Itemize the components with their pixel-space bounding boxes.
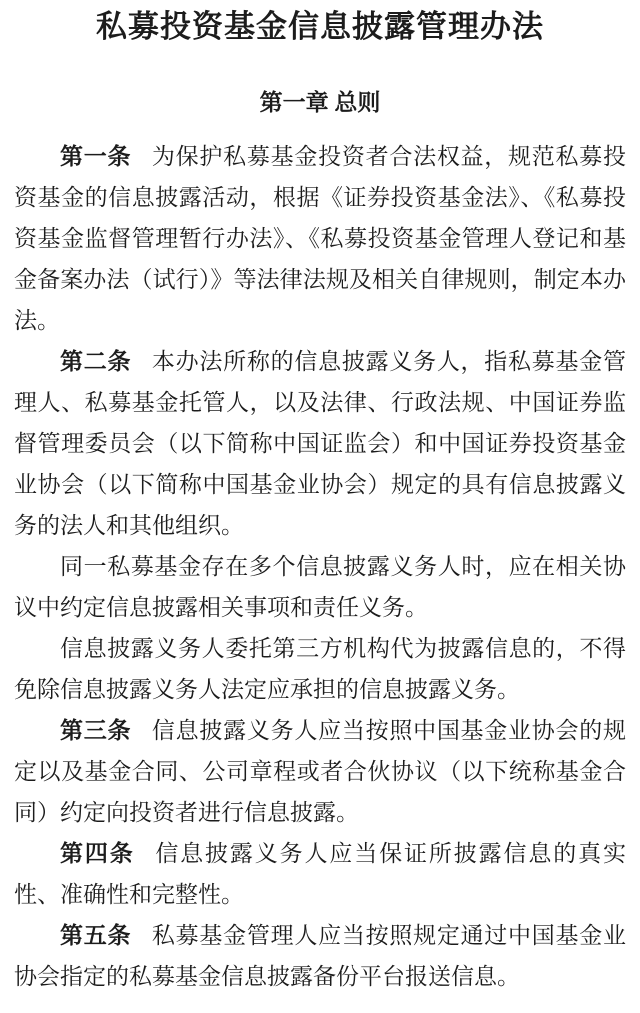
article-text: 为保护私募基金投资者合法权益，规范私募投资基金的信息披露活动，根据《证券投资基金法》、《私募投资基金监督管理暂行办法》、《私募投资基金管理人登记和基金备案办法（试行）》等法律法规及相关自律规则，制定本办法。 <box>14 144 627 333</box>
chapter-heading: 第一章 总则 <box>259 90 381 115</box>
article-number: 第四条 <box>60 841 135 866</box>
article-paragraph <box>14 833 626 915</box>
article-paragraph <box>14 915 626 997</box>
article-text: 私募基金管理人应当按照规定通过中国基金业协会指定的私募基金信息披露备份平台报送信息。 <box>14 923 627 989</box>
article-text: 信息披露义务人委托第三方机构代为披露信息的，不得免除信息披露义务人法定应承担的信息披露义务。 <box>14 636 626 702</box>
article-number: 第五条 <box>60 923 132 948</box>
article-paragraph <box>14 341 626 546</box>
article-text: 本办法所称的信息披露义务人，指私募基金管理人、私募基金托管人，以及法律、行政法规、中国证券监督管理委员会（以下简称中国证监会）和中国证券投资基金业协会（以下简称中国基金业协会）规定的具有信息披露义务的法人和其他组织。 <box>14 349 627 538</box>
article-paragraph <box>14 136 626 341</box>
article-text: 同一私募基金存在多个信息披露义务人时，应在相关协议中约定信息披露相关事项和责任义务。 <box>14 554 626 620</box>
article-text: 信息披露义务人应当保证所披露信息的真实性、准确性和完整性。 <box>14 841 627 907</box>
article-paragraph <box>14 628 626 710</box>
article-number: 第三条 <box>60 718 132 743</box>
article-paragraph <box>14 710 626 833</box>
article-number: 第一条 <box>60 144 132 169</box>
article-paragraph <box>14 546 626 628</box>
document-body <box>14 136 626 997</box>
document-title: 私募投资基金信息披露管理办法 <box>96 9 544 44</box>
article-text: 信息披露义务人应当按照中国基金业协会的规定以及基金合同、公司章程或者合伙协议（以下统称基金合同）约定向投资者进行信息披露。 <box>14 718 627 825</box>
article-number: 第二条 <box>60 349 132 374</box>
